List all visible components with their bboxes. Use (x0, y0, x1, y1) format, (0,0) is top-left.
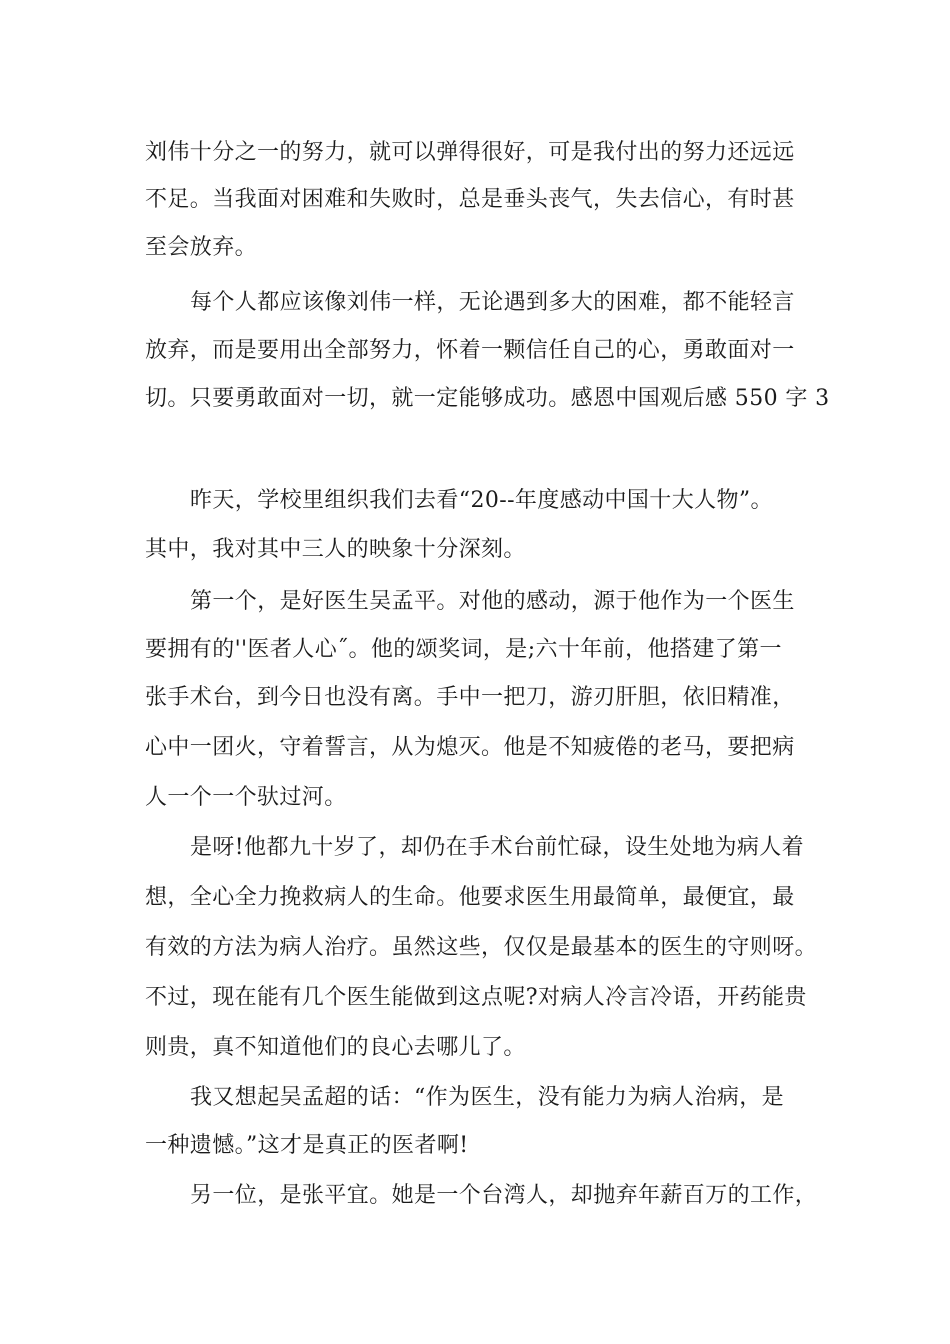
text-line: 其中，我对其中三人的映象十分深刻。 (145, 537, 526, 562)
text-line: 刘伟十分之一的努力，就可以弹得很好，可是我付出的努力还远远 (145, 140, 795, 165)
text-line: 有效的方法为病人治疗。虽然这些，仅仅是最基本的医生的守则呀。 (145, 935, 818, 960)
text-line: 要拥有的''医者人心˝。他的颂奖词，是;六十年前，他搭建了第一 (145, 637, 782, 662)
paragraph-first-line: 第一个，是好医生吴孟平。对他的感动，源于他作为一个医生 (190, 589, 795, 614)
paragraph-first-line: 每个人都应该像刘伟一样，无论遇到多大的困难，都不能轻言 (190, 290, 795, 315)
text-line: 不足。当我面对困难和失败时，总是垂头丧气，失去信心，有时甚 (145, 187, 795, 212)
text-line: 心中一团火，守着誓言，从为熄灭。他是不知疲倦的老马，要把病 (145, 735, 795, 760)
paragraph-first-line: 昨天，学校里组织我们去看“20--年度感动中国十大人物”。 (190, 488, 773, 513)
text-line: 一种遗憾。”这才是真正的医者啊! (145, 1133, 469, 1158)
paragraph-first-line: 是呀!他都九十岁了，却仍在手术台前忙碌，设生处地为病人着 (190, 835, 805, 860)
text-line: 人一个一个驮过河。 (145, 785, 347, 810)
text-line: 不过，现在能有几个医生能做到这点呢?对病人冷言冷语，开药能贵 (145, 985, 807, 1010)
paragraph-first-line: 另一位，是张平宜。她是一个台湾人，却抛弃年薪百万的工作， (190, 1183, 818, 1208)
text-line: 放弃，而是要用出全部努力，怀着一颗信任自己的心，勇敢面对一 (145, 338, 795, 363)
text-line: 张手术台，到今日也没有离。手中一把刀，游刃肝胆，依旧精准， (145, 685, 795, 710)
text-line: 则贵，真不知道他们的良心去哪儿了。 (145, 1035, 526, 1060)
text-line: 想，全心全力挽救病人的生命。他要求医生用最简单，最便宜，最 (145, 885, 795, 910)
text-line: 切。只要勇敢面对一切，就一定能够成功。感恩中国观后感 550 字 3 (145, 386, 830, 411)
paragraph-first-line: 我又想起吴孟超的话：“作为医生，没有能力为病人治病，是 (190, 1085, 785, 1110)
text-line: 至会放弃。 (145, 235, 258, 260)
